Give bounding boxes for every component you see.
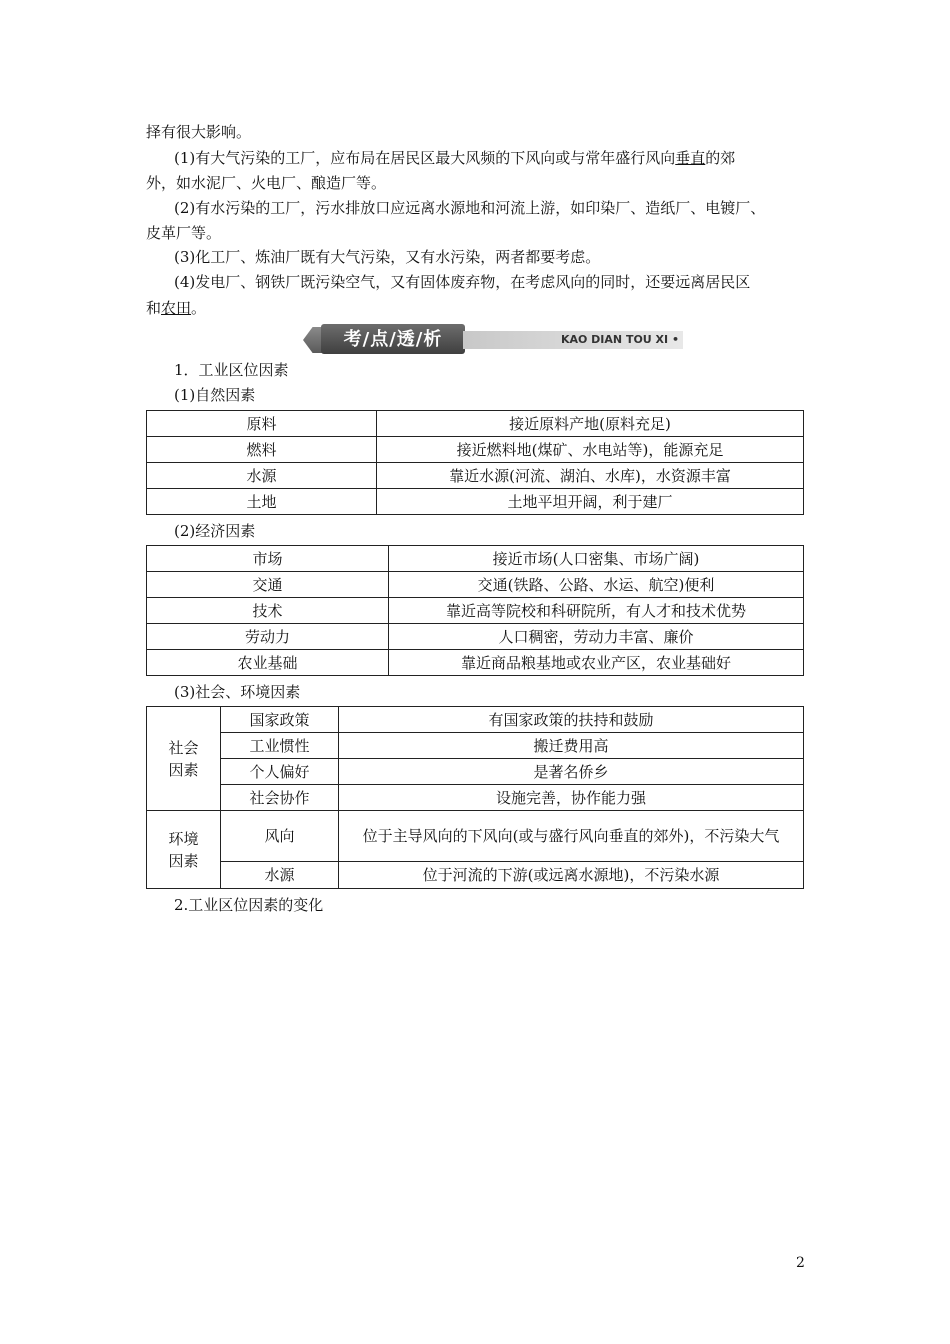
table-row <box>147 437 804 463</box>
table-row <box>147 572 804 598</box>
section-heading: 2.工业区位因素的变化 <box>174 896 324 914</box>
factor-name-cell: 国家政策 <box>221 707 339 733</box>
table-row <box>147 759 804 785</box>
subsection-heading: (3)社会、环境因素 <box>174 683 301 701</box>
factor-description-cell: 搬迁费用高 <box>339 733 804 759</box>
factor-description-cell: 有国家政策的扶持和鼓励 <box>339 707 804 733</box>
economic-factors-table <box>146 545 804 676</box>
factor-name-cell: 原料 <box>147 411 377 437</box>
table-row <box>147 598 804 624</box>
table-row <box>147 811 804 862</box>
group-label-cell: 环境 因素 <box>147 811 221 889</box>
text: (1)有大气污染的工厂，应布局在居民区最大风频的下风向或与常年盛行风向 <box>174 149 676 167</box>
factor-name-cell: 劳动力 <box>147 624 389 650</box>
factor-name-cell: 燃料 <box>147 437 377 463</box>
underlined-text: 垂直 <box>675 149 706 167</box>
table-row <box>147 411 804 437</box>
factor-name-cell: 风向 <box>221 811 339 862</box>
page-number: 2 <box>796 1255 805 1271</box>
section-banner <box>303 327 683 353</box>
banner-subtitle: KAO DIAN TOU XI • <box>560 333 679 346</box>
factor-name-cell: 农业基础 <box>147 650 389 676</box>
subsection-heading: (2)经济因素 <box>174 522 256 540</box>
table-row <box>147 650 804 676</box>
paragraph-item-2: (2)有水污染的工厂，污水排放口应远离水源地和河流上游，如印染厂、造纸厂、电镀厂、 <box>174 199 766 217</box>
factor-description-cell: 靠近水源(河流、湖泊、水库)，水资源丰富 <box>377 463 804 489</box>
factor-description-cell: 靠近商品粮基地或农业产区，农业基础好 <box>389 650 804 676</box>
paragraph-line <box>146 297 206 319</box>
table-row <box>147 785 804 811</box>
table-row <box>147 862 804 889</box>
paragraph-line: 择有很大影响。 <box>146 123 252 141</box>
section-heading: 1．工业区位因素 <box>174 361 289 379</box>
factor-description-cell: 人口稠密，劳动力丰富、廉价 <box>389 624 804 650</box>
text: 。 <box>191 299 207 317</box>
factor-name-cell: 工业惯性 <box>221 733 339 759</box>
table-row <box>147 463 804 489</box>
underlined-text: 农田 <box>161 299 192 317</box>
text: 和 <box>146 299 162 317</box>
factor-name-cell: 市场 <box>147 546 389 572</box>
paragraph-item-1 <box>174 147 735 169</box>
text: 的郊 <box>705 149 736 167</box>
factor-name-cell: 水源 <box>147 463 377 489</box>
factor-description-cell: 接近市场(人口密集、市场广阔) <box>389 546 804 572</box>
factor-description-cell: 接近燃料地(煤矿、水电站等)，能源充足 <box>377 437 804 463</box>
table-row <box>147 546 804 572</box>
factor-name-cell: 水源 <box>221 862 339 889</box>
factor-name-cell: 技术 <box>147 598 389 624</box>
factor-description-cell: 土地平坦开阔，利于建厂 <box>377 489 804 515</box>
factor-description-cell: 靠近高等院校和科研院所，有人才和技术优势 <box>389 598 804 624</box>
paragraph-item-4: (4)发电厂、钢铁厂既污染空气，又有固体废弃物，在考虑风向的同时，还要远离居民区 <box>174 273 751 291</box>
factor-description-cell: 是著名侨乡 <box>339 759 804 785</box>
factor-name-cell: 个人偏好 <box>221 759 339 785</box>
social-environment-table <box>146 706 804 889</box>
paragraph-item-3: (3)化工厂、炼油厂既有大气污染，又有水污染，两者都要考虑。 <box>174 248 601 266</box>
factor-description-cell: 位于主导风向的下风向(或与盛行风向垂直的郊外)，不污染大气 <box>339 811 804 862</box>
table-row <box>147 624 804 650</box>
factor-description-cell: 交通(铁路、公路、水运、航空)便利 <box>389 572 804 598</box>
banner-bar <box>463 331 683 349</box>
factor-name-cell: 交通 <box>147 572 389 598</box>
factor-description-cell: 位于河流的下游(或远离水源地)，不污染水源 <box>339 862 804 889</box>
group-label-cell: 社会 因素 <box>147 707 221 811</box>
factor-description-cell: 接近原料产地(原料充足) <box>377 411 804 437</box>
factor-name-cell: 社会协作 <box>221 785 339 811</box>
paragraph-line: 外，如水泥厂、火电厂、酿造厂等。 <box>146 174 387 192</box>
factor-description-cell: 设施完善，协作能力强 <box>339 785 804 811</box>
banner-title: 考/点/透/析 <box>343 329 443 350</box>
table-row <box>147 733 804 759</box>
table-row <box>147 707 804 733</box>
factor-name-cell: 土地 <box>147 489 377 515</box>
table-row <box>147 489 804 515</box>
natural-factors-table <box>146 410 804 515</box>
subsection-heading: (1)自然因素 <box>174 386 256 404</box>
paragraph-line: 皮革厂等。 <box>146 224 222 242</box>
